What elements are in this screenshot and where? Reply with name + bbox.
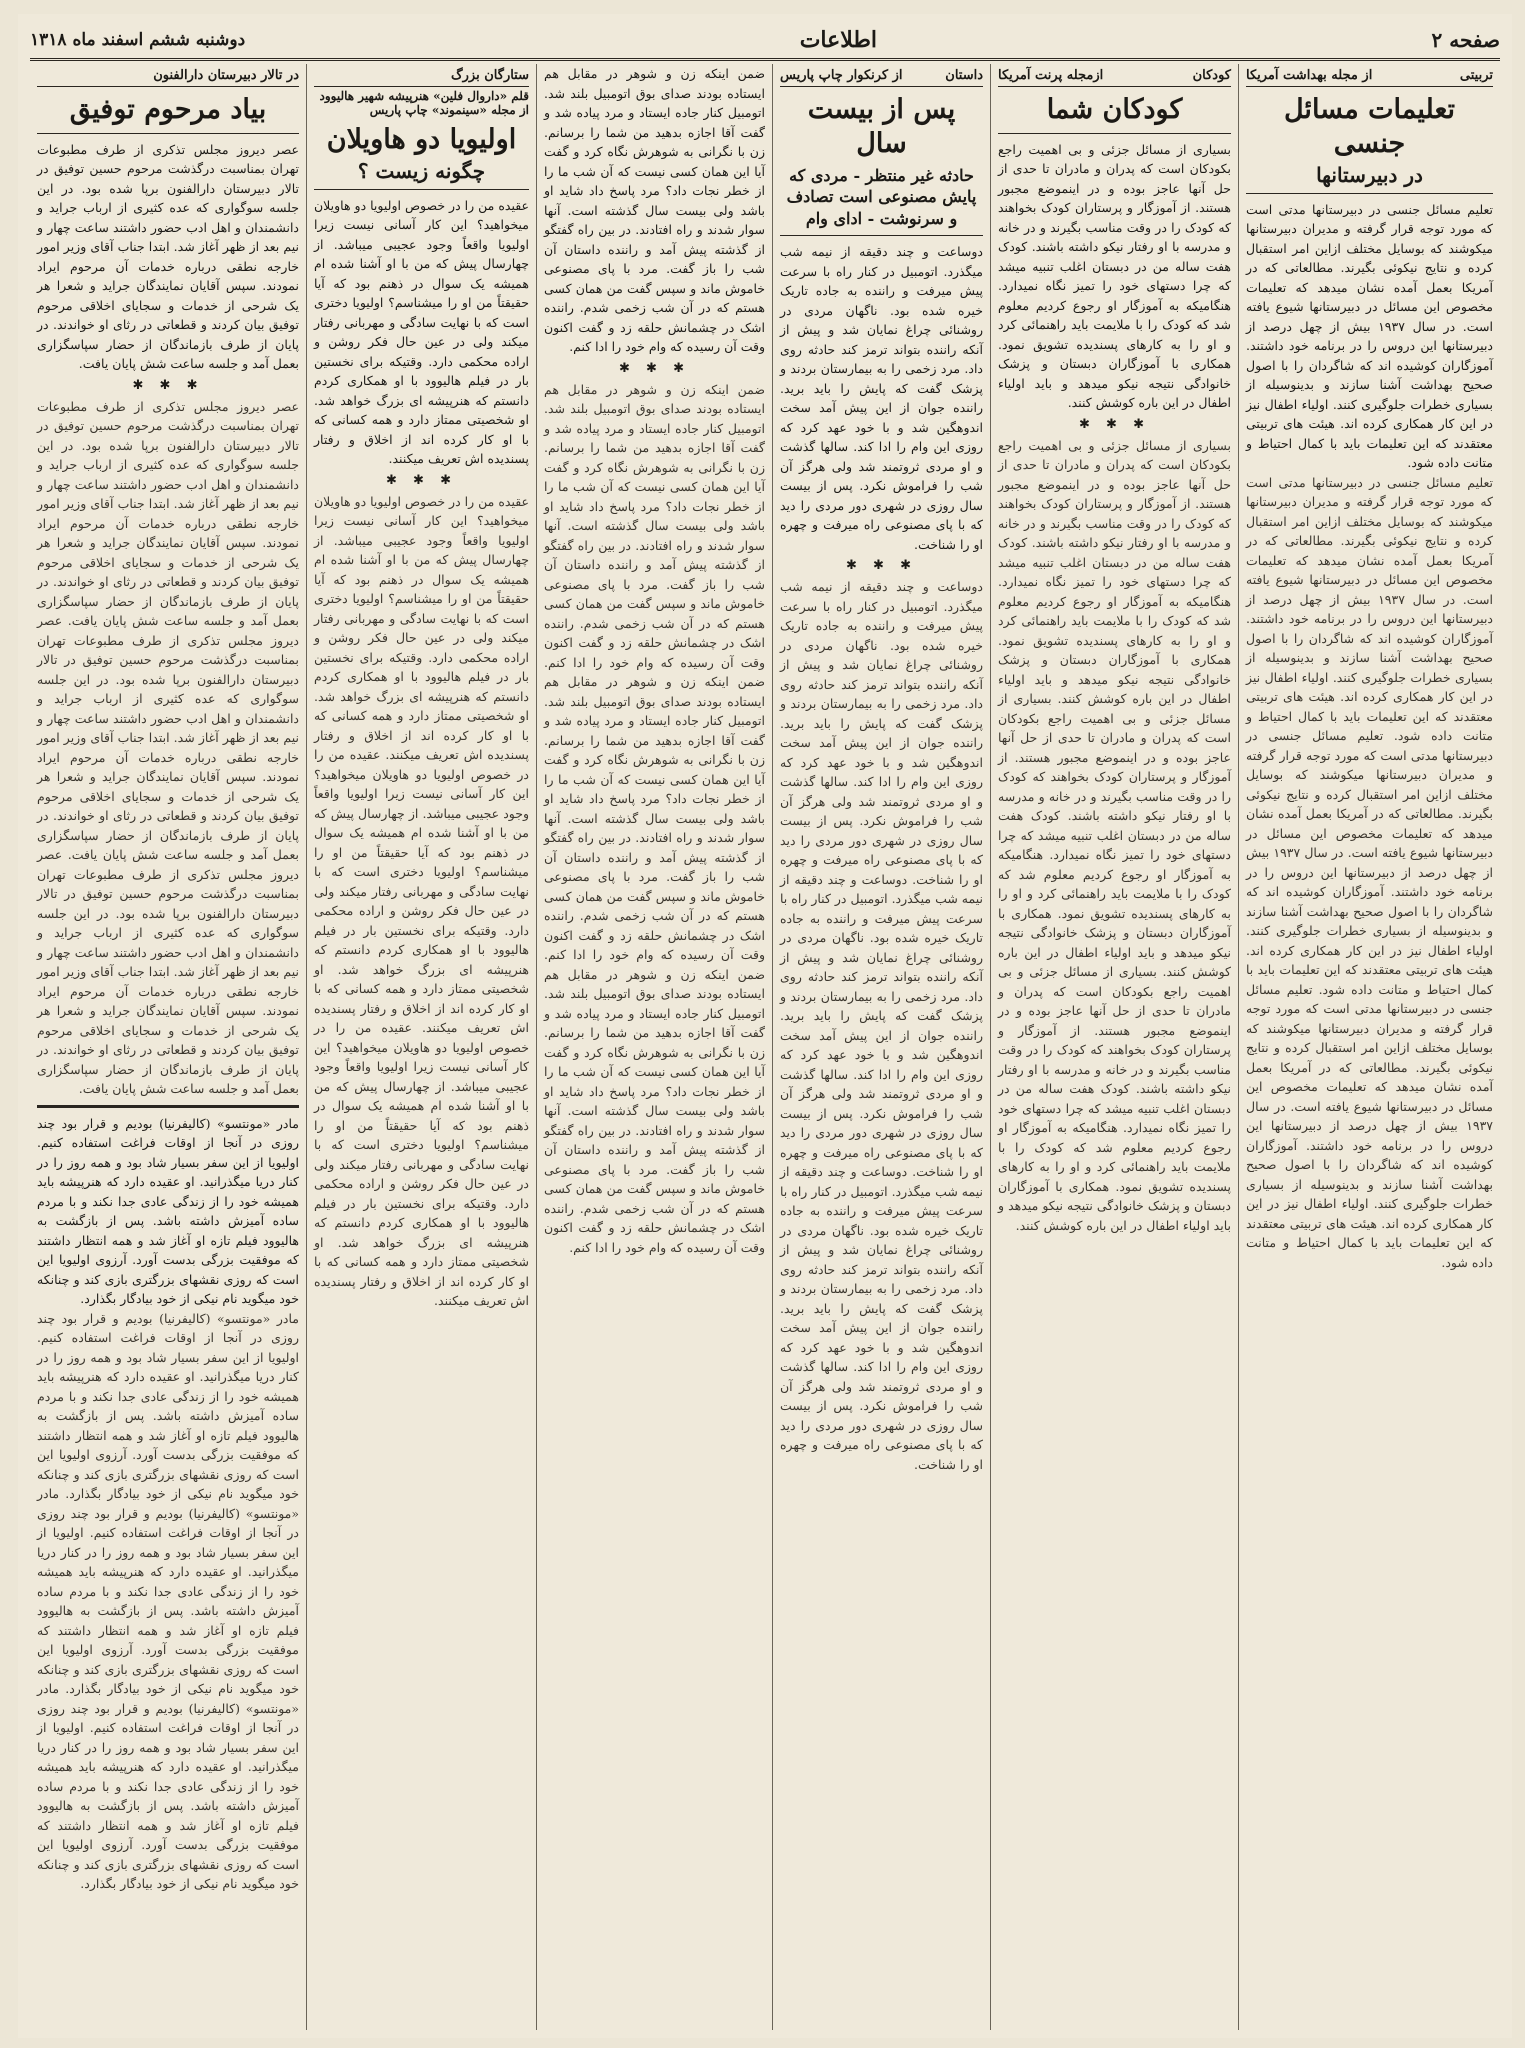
story-body: دوساعت و چند دقیقه از نیمه شب میگذرد. اتومبیل در کنار راه با سرعت پیش میرفت و راننده به جاده تاریک خیره شده بود. ناگهان مردی در روشنائی چراغ نمایان شد و پیش از آنکه راننده بتواند ترمز کند حادثه روی داد. مرد زخمی را به بیمارستان بردند و پزشک گفت که پایش را باید برید. راننده جوان از این پیش آمد سخت اندوهگین شد و با خود عهد کرد که روزی این وام را ادا کند. سالها گذشت و او مردی ثروتمند شد ولی هرگز آن شب را فراموش نکرد. پس از بیست سال روزی در شهری دور مردی را دید که با پای مصنوعی راه میرفت و چهره او را شناخت. xyxy=(780,244,983,552)
divider xyxy=(37,133,299,134)
section-label: کودکان xyxy=(1192,68,1231,83)
section-label: ستارگان بزرگ xyxy=(451,68,529,83)
section-bar xyxy=(780,64,983,87)
article-body-continued: عصر دیروز مجلس تذکری از طرف مطبوعات تهران بمناسبت درگذشت مرحوم حسین توفیق در تالار دبیرستان دارالفنون برپا شده بود. در این جلسه سوگواری که عده کثیری از ارباب جراید و دانشمندان و اهل ادب حضور داشتند ساعت چهار و نیم بعد از ظهر آغاز شد. ابتدا جناب آقای وزیر امور خارجه نطقی درباره خدمات آن مرحوم ایراد نمودند. سپس آقایان نمایندگان جراید و شعرا هر یک شرحی از خدمات و سجایای اخلاقی مرحوم توفیق بیان کردند و قطعاتی در رثای او خواندند. در پایان از طرف بازماندگان از حضار سپاسگزاری بعمل آمد و جلسه ساعت شش پایان یافت. عصر دیروز مجلس تذکری از طرف مطبوعات تهران بمناسبت درگذشت مرحوم حسین توفیق در تالار دبیرستان دارالفنون برپا شده بود. در این جلسه سوگواری که عده کثیری از ارباب جراید و دانشمندان و اهل ادب حضور داشتند ساعت چهار و نیم بعد از ظهر آغاز شد. ابتدا جناب آقای وزیر امور خارجه نطقی درباره خدمات آن مرحوم ایراد نمودند. سپس آقایان نمایندگان جراید و شعرا هر یک شرحی از خدمات و سجایای اخلاقی مرحوم توفیق بیان کردند و قطعاتی در رثای او خواندند. در پایان از طرف بازماندگان از حضار سپاسگزاری بعمل آمد و جلسه ساعت شش پایان یافت. عصر دیروز مجلس تذکری از طرف مطبوعات تهران بمناسبت درگذشت مرحوم حسین توفیق در تالار دبیرستان دارالفنون برپا شده بود. در این جلسه سوگواری که عده کثیری از ارباب جراید و دانشمندان و اهل ادب حضور داشتند ساعت چهار و نیم بعد از ظهر آغاز شد. ابتدا جناب آقای وزیر امور خارجه نطقی درباره خدمات آن مرحوم ایراد نمودند. سپس آقایان نمایندگان جراید و شعرا هر یک شرحی از خدمات و سجایای اخلاقی مرحوم توفیق بیان کردند و قطعاتی در رثای او خواندند. در پایان از طرف بازماندگان از حضار سپاسگزاری بعمل آمد و جلسه ساعت شش پایان یافت. xyxy=(37,398,299,1097)
section-label: داستان xyxy=(945,68,983,83)
columns xyxy=(30,64,1500,2030)
column-story-continued xyxy=(536,64,772,2030)
article-title: کودکان شما xyxy=(1046,94,1183,125)
section-bar xyxy=(314,64,529,87)
section-bar xyxy=(37,64,299,87)
source-label: از کرنکوار چاپ پاریس xyxy=(780,68,903,83)
article-byline: قلم «داروال فلین» هنرپیشه شهیر هالیوود از مجله «سینموند» چاپ پاریس xyxy=(319,89,529,117)
newspaper-page xyxy=(18,14,1512,2038)
note-body: مادر «مونتسو» (کالیفرنیا) بودیم و قرار بود چند روزی در آنجا از اوقات فراغت استفاده کنیم. اولیویا از این سفر بسیار شاد بود و همه روز را در کنار دریا میگذرانید. او عقیده دارد که هنرپیشه باید همیشه خود را از زندگی عادی جدا نکند و با مردم ساده آمیزش داشته باشد. پس از بازگشت به هالیوود فیلم تازه او آغاز شد و همه انتظار داشتند که موفقیت بزرگی بدست آورد. آرزوی اولیویا این است که روزی نقشهای بزرگتری بازی کند و چنانکه خود میگوید نام نیکی از خود بیادگار بگذارد. xyxy=(37,1115,299,1307)
column-memorial xyxy=(30,64,306,2030)
article-body-continued: عقیده من را در خصوص اولیویا دو هاویلان میخواهید؟ این کار آسانی نیست زیرا اولیویا واقعاً وجود عجیبی میباشد. از چهارسال پیش که من با او آشنا شده ام همیشه یک سوال در ذهنم بود که آیا حقیقتاً من او را میشناسم؟ اولیویا دختری است که با نهایت سادگی و مهربانی رفتار میکند ولی در عین حال فکر روشن و اراده محکمی دارد. وقتیکه برای نخستین بار در فیلم هالیوود با او همکاری کردم دانستم که هنرپیشه ای بزرگ خواهد شد. او شخصیتی ممتاز دارد و همه کسانی که با او کار کرده اند از اخلاق و رفتار پسندیده اش تعریف میکنند. عقیده من را در خصوص اولیویا دو هاویلان میخواهید؟ این کار آسانی نیست زیرا اولیویا واقعاً وجود عجیبی میباشد. از چهارسال پیش که من با او آشنا شده ام همیشه یک سوال در ذهنم بود که آیا حقیقتاً من او را میشناسم؟ اولیویا دختری است که با نهایت سادگی و مهربانی رفتار میکند ولی در عین حال فکر روشن و اراده محکمی دارد. وقتیکه برای نخستین بار در فیلم هالیوود با او همکاری کردم دانستم که هنرپیشه ای بزرگ خواهد شد. او شخصیتی ممتاز دارد و همه کسانی که با او کار کرده اند از اخلاق و رفتار پسندیده اش تعریف میکنند. عقیده من را در خصوص اولیویا دو هاویلان میخواهید؟ این کار آسانی نیست زیرا اولیویا واقعاً وجود عجیبی میباشد. از چهارسال پیش که من با او آشنا شده ام همیشه یک سوال در ذهنم بود که آیا حقیقتاً من او را میشناسم؟ اولیویا دختری است که با نهایت سادگی و مهربانی رفتار میکند ولی در عین حال فکر روشن و اراده محکمی دارد. وقتیکه برای نخستین بار در فیلم هالیوود با او همکاری کردم دانستم که هنرپیشه ای بزرگ خواهد شد. او شخصیتی ممتاز دارد و همه کسانی که با او کار کرده اند از اخلاق و رفتار پسندیده اش تعریف میکنند. xyxy=(314,493,529,1309)
article-body: بسیاری از مسائل جزئی و بی اهمیت راجع بکودکان است که پدران و مادران تا حدی از حل آنها عاجز بوده و در اینموضع مجبور هستند. از آموزگار و پرستاران کودک بخواهند که کودک را در وقت مناسب بگیرند و در خانه و مدرسه با او رفتار نیکو داشته باشند. کودک هفت ساله من در دبستان اغلب تنبیه میشد که چرا دستهای خود را تمیز نگاه نمیدارد. هنگامیکه به آموزگار او رجوع کردیم معلوم شد که کودک را با ملایمت باید راهنمائی کرد و او را به کارهای پسندیده تشویق نمود. همکاری با آموزگاران دبستان و پزشک خانوادگی نتیجه نیکو میدهد و باید اولیاء اطفال در این باره کوشش کنند. xyxy=(998,141,1231,411)
story-continued-body: ضمن اینکه زن و شوهر در مقابل هم ایستاده بودند صدای بوق اتومبیل بلند شد. اتومبیل کنار جاده ایستاد و مرد پیاده شد و گفت آقا اجازه بدهید من شما را برسانم. زن با نگرانی به شوهرش نگاه کرد و گفت آیا این همان کسی نیست که آن شب ما را از خطر نجات داد؟ مرد پاسخ داد شاید او باشد ولی بیست سال گذشته است. آنها سوار شدند و راه افتادند. در بین راه گفتگو از گذشته پیش آمد و راننده داستان آن شب را باز گفت. مرد با پای مصنوعی خاموش ماند و سپس گفت من همان کسی هستم که در آن شب زخمی شدم. راننده اشک در چشمانش حلقه زد و گفت اکنون وقت آن رسیده که وام خود را ادا کنم. xyxy=(544,66,765,354)
divider xyxy=(1246,193,1493,194)
source-label: ازمجله پرنت آمریکا xyxy=(998,68,1104,83)
issue-date: دوشنبه ششم اسفند ماه ۱۳۱۸ xyxy=(30,30,246,50)
article-body-continued: تعلیم مسائل جنسی در دبیرستانها مدتی است که مورد توجه قرار گرفته و مدیران دبیرستانها میکوشند که بوسایل مختلف ازاین امر استقبال کرده و نتایج نیکوئی بگیرند. مطالعاتی که در آمریکا بعمل آمده نشان میدهد که تعلیمات مخصوص این مسائل در دبیرستانها شیوع یافته است. در سال ۱۹۳۷ بیش از چهل درصد از دبیرستانها این دروس را در برنامه خود داشتند. آموزگاران کوشیده اند که شاگردان را با اصول صحیح بهداشت آشنا سازند و بدینوسیله از بسیاری خطرات جلوگیری کنند. اولیاء اطفال نیز در این کار همکاری کرده اند. هیئت های تربیتی معتقدند که این تعلیمات باید با کمال احتیاط و متانت داده شود. تعلیم مسائل جنسی در دبیرستانها مدتی است که مورد توجه قرار گرفته و مدیران دبیرستانها میکوشند که بوسایل مختلف ازاین امر استقبال کرده و نتایج نیکوئی بگیرند. مطالعاتی که در آمریکا بعمل آمده نشان میدهد که تعلیمات مخصوص این مسائل در دبیرستانها شیوع یافته است. در سال ۱۹۳۷ بیش از چهل درصد از دبیرستانها این دروس را در برنامه خود داشتند. آموزگاران کوشیده اند که شاگردان را با اصول صحیح بهداشت آشنا سازند و بدینوسیله از بسیاری خطرات جلوگیری کنند. اولیاء اطفال نیز در این کار همکاری کرده اند. هیئت های تربیتی معتقدند که این تعلیمات باید با کمال احتیاط و متانت داده شود. تعلیم مسائل جنسی در دبیرستانها مدتی است که مورد توجه قرار گرفته و مدیران دبیرستانها میکوشند که بوسایل مختلف ازاین امر استقبال کرده و نتایج نیکوئی بگیرند. مطالعاتی که در آمریکا بعمل آمده نشان میدهد که تعلیمات مخصوص این مسائل در دبیرستانها شیوع یافته است. در سال ۱۹۳۷ بیش از چهل درصد از دبیرستانها این دروس را در برنامه خود داشتند. آموزگاران کوشیده اند که شاگردان را با اصول صحیح بهداشت آشنا سازند و بدینوسیله از بسیاری خطرات جلوگیری کنند. اولیاء اطفال نیز در این کار همکاری کرده اند. هیئت های تربیتی معتقدند که این تعلیمات باید با کمال احتیاط و متانت داده شود. xyxy=(1246,474,1493,1270)
story-subtitle: حادثه غیر منتظر - مردی که پایش مصنوعی است تصادف و سرنوشت - ادای وام xyxy=(786,165,977,228)
section-heading: در تالار دبیرستان دارالفنون xyxy=(153,68,299,83)
column-children xyxy=(990,64,1238,2030)
separator-stars: ✱ ✱ ✱ xyxy=(386,472,457,488)
story-body-continued: دوساعت و چند دقیقه از نیمه شب میگذرد. اتومبیل در کنار راه با سرعت پیش میرفت و راننده به جاده تاریک خیره شده بود. ناگهان مردی در روشنائی چراغ نمایان شد و پیش از آنکه راننده بتواند ترمز کند حادثه روی داد. مرد زخمی را به بیمارستان بردند و پزشک گفت که پایش را باید برید. راننده جوان از این پیش آمد سخت اندوهگین شد و با خود عهد کرد که روزی این وام را ادا کند. سالها گذشت و او مردی ثروتمند شد ولی هرگز آن شب را فراموش نکرد. پس از بیست سال روزی در شهری دور مردی را دید که با پای مصنوعی راه میرفت و چهره او را شناخت. دوساعت و چند دقیقه از نیمه شب میگذرد. اتومبیل در کنار راه با سرعت پیش میرفت و راننده به جاده تاریک خیره شده بود. ناگهان مردی در روشنائی چراغ نمایان شد و پیش از آنکه راننده بتواند ترمز کند حادثه روی داد. مرد زخمی را به بیمارستان بردند و پزشک گفت که پایش را باید برید. راننده جوان از این پیش آمد سخت اندوهگین شد و با خود عهد کرد که روزی این وام را ادا کند. سالها گذشت و او مردی ثروتمند شد ولی هرگز آن شب را فراموش نکرد. پس از بیست سال روزی در شهری دور مردی را دید که با پای مصنوعی راه میرفت و چهره او را شناخت. دوساعت و چند دقیقه از نیمه شب میگذرد. اتومبیل در کنار راه با سرعت پیش میرفت و راننده به جاده تاریک خیره شده بود. ناگهان مردی در روشنائی چراغ نمایان شد و پیش از آنکه راننده بتواند ترمز کند حادثه روی داد. مرد زخمی را به بیمارستان بردند و پزشک گفت که پایش را باید برید. راننده جوان از این پیش آمد سخت اندوهگین شد و با خود عهد کرد که روزی این وام را ادا کند. سالها گذشت و او مردی ثروتمند شد ولی هرگز آن شب را فراموش نکرد. پس از بیست سال روزی در شهری دور مردی را دید که با پای مصنوعی راه میرفت و چهره او را شناخت. xyxy=(780,579,983,1472)
divider xyxy=(314,189,529,190)
article-subtitle: چگونه زیست ؟ xyxy=(357,158,486,183)
section-bar xyxy=(998,64,1231,87)
article-body-continued: بسیاری از مسائل جزئی و بی اهمیت راجع بکودکان است که پدران و مادران تا حدی از حل آنها عاجز بوده و در اینموضع مجبور هستند. از آموزگار و پرستاران کودک بخواهند که کودک را در وقت مناسب بگیرند و در خانه و مدرسه با او رفتار نیکو داشته باشند. کودک هفت ساله من در دبستان اغلب تنبیه میشد که چرا دستهای خود را تمیز نگاه نمیدارد. هنگامیکه به آموزگار او رجوع کردیم معلوم شد که کودک را با ملایمت باید راهنمائی کرد و او را به کارهای پسندیده تشویق نمود. همکاری با آموزگاران دبستان و پزشک خانوادگی نتیجه نیکو میدهد و باید اولیاء اطفال در این باره کوشش کنند. بسیاری از مسائل جزئی و بی اهمیت راجع بکودکان است که پدران و مادران تا حدی از حل آنها عاجز بوده و در اینموضع مجبور هستند. از آموزگار و پرستاران کودک بخواهند که کودک را در وقت مناسب بگیرند و در خانه و مدرسه با او رفتار نیکو داشته باشند. کودک هفت ساله من در دبستان اغلب تنبیه میشد که چرا دستهای خود را تمیز نگاه نمیدارد. هنگامیکه به آموزگار او رجوع کردیم معلوم شد که کودک را با ملایمت باید راهنمائی کرد و او را به کارهای پسندیده تشویق نمود. همکاری با آموزگاران دبستان و پزشک خانوادگی نتیجه نیکو میدهد و باید اولیاء اطفال در این باره کوشش کنند. بسیاری از مسائل جزئی و بی اهمیت راجع بکودکان است که پدران و مادران تا حدی از حل آنها عاجز بوده و در اینموضع مجبور هستند. از آموزگار و پرستاران کودک بخواهند که کودک را در وقت مناسب بگیرند و در خانه و مدرسه با او رفتار نیکو داشته باشند. کودک هفت ساله من در دبستان اغلب تنبیه میشد که چرا دستهای خود را تمیز نگاه نمیدارد. هنگامیکه به آموزگار او رجوع کردیم معلوم شد که کودک را با ملایمت باید راهنمائی کرد و او را به کارهای پسندیده تشویق نمود. همکاری با آموزگاران دبستان و پزشک خانوادگی نتیجه نیکو میدهد و باید اولیاء اطفال در این باره کوشش کنند. xyxy=(998,437,1231,1233)
article-subtitle: در دبیرستانها xyxy=(1316,162,1423,187)
divider xyxy=(780,235,983,236)
section-label: تربیتی xyxy=(1459,68,1493,83)
newspaper-name: اطلاعات xyxy=(799,27,877,53)
section-bar xyxy=(1246,64,1493,87)
article-body: عقیده من را در خصوص اولیویا دو هاویلان میخواهید؟ این کار آسانی نیست زیرا اولیویا واقعاً وجود عجیبی میباشد. از چهارسال پیش که من با او آشنا شده ام همیشه یک سوال در ذهنم بود که آیا حقیقتاً من او را میشناسم؟ اولیویا دختری است که با نهایت سادگی و مهربانی رفتار میکند ولی در عین حال فکر روشن و اراده محکمی دارد. وقتیکه برای نخستین بار در فیلم هالیوود با او همکاری کردم دانستم که هنرپیشه ای بزرگ خواهد شد. او شخصیتی ممتاز دارد و همه کسانی که با او کار کرده اند از اخلاق و رفتار پسندیده اش تعریف میکنند. xyxy=(314,197,529,467)
separator-stars: ✱ ✱ ✱ xyxy=(1079,416,1150,432)
article-body: عصر دیروز مجلس تذکری از طرف مطبوعات تهران بمناسبت درگذشت مرحوم حسین توفیق در تالار دبیرستان دارالفنون برپا شده بود. در این جلسه سوگواری که عده کثیری از ارباب جراید و دانشمندان و اهل ادب حضور داشتند ساعت چهار و نیم بعد از ظهر آغاز شد. ابتدا جناب آقای وزیر امور خارجه نطقی درباره خدمات آن مرحوم ایراد نمودند. سپس آقایان نمایندگان جراید و شعرا هر یک شرحی از خدمات و سجایای اخلاقی مرحوم توفیق بیان کردند و قطعاتی در رثای او خواندند. در پایان از طرف بازماندگان از حضار سپاسگزاری بعمل آمد و جلسه ساعت شش پایان یافت. xyxy=(37,141,299,372)
separator-stars: ✱ ✱ ✱ xyxy=(846,558,917,574)
article-title: بیاد مرحوم توفیق xyxy=(69,94,267,125)
section-divider xyxy=(37,1105,299,1108)
separator-stars: ✱ ✱ ✱ xyxy=(132,377,204,393)
article-title: اولیویا دو هاویلان xyxy=(326,124,517,155)
article-body: تعلیم مسائل جنسی در دبیرستانها مدتی است که مورد توجه قرار گرفته و مدیران دبیرستانها میکوشند که بوسایل مختلف ازاین امر استقبال کرده و نتایج نیکوئی بگیرند. مطالعاتی که در آمریکا بعمل آمده نشان میدهد که تعلیمات مخصوص این مسائل در دبیرستانها شیوع یافته است. در سال ۱۹۳۷ بیش از چهل درصد از دبیرستانها این دروس را در برنامه خود داشتند. آموزگاران کوشیده اند که شاگردان را با اصول صحیح بهداشت آشنا سازند و بدینوسیله از بسیاری خطرات جلوگیری کنند. اولیاء اطفال نیز در این کار همکاری کرده اند. هیئت های تربیتی معتقدند که این تعلیمات باید با کمال احتیاط و متانت داده شود. xyxy=(1246,201,1493,470)
column-education xyxy=(1238,64,1500,2030)
column-stars xyxy=(306,64,536,2030)
separator-stars: ✱ ✱ ✱ xyxy=(619,360,690,376)
column-story xyxy=(772,64,990,2030)
story-continued-more: ضمن اینکه زن و شوهر در مقابل هم ایستاده بودند صدای بوق اتومبیل بلند شد. اتومبیل کنار جاده ایستاد و مرد پیاده شد و گفت آقا اجازه بدهید من شما را برسانم. زن با نگرانی به شوهرش نگاه کرد و گفت آیا این همان کسی نیست که آن شب ما را از خطر نجات داد؟ مرد پاسخ داد شاید او باشد ولی بیست سال گذشته است. آنها سوار شدند و راه افتادند. در بین راه گفتگو از گذشته پیش آمد و راننده داستان آن شب را باز گفت. مرد با پای مصنوعی خاموش ماند و سپس گفت من همان کسی هستم که در آن شب زخمی شدم. راننده اشک در چشمانش حلقه زد و گفت اکنون وقت آن رسیده که وام خود را ادا کنم. ضمن اینکه زن و شوهر در مقابل هم ایستاده بودند صدای بوق اتومبیل بلند شد. اتومبیل کنار جاده ایستاد و مرد پیاده شد و گفت آقا اجازه بدهید من شما را برسانم. زن با نگرانی به شوهرش نگاه کرد و گفت آیا این همان کسی نیست که آن شب ما را از خطر نجات داد؟ مرد پاسخ داد شاید او باشد ولی بیست سال گذشته است. آنها سوار شدند و راه افتادند. در بین راه گفتگو از گذشته پیش آمد و راننده داستان آن شب را باز گفت. مرد با پای مصنوعی خاموش ماند و سپس گفت من همان کسی هستم که در آن شب زخمی شدم. راننده اشک در چشمانش حلقه زد و گفت اکنون وقت آن رسیده که وام خود را ادا کنم. ضمن اینکه زن و شوهر در مقابل هم ایستاده بودند صدای بوق اتومبیل بلند شد. اتومبیل کنار جاده ایستاد و مرد پیاده شد و گفت آقا اجازه بدهید من شما را برسانم. زن با نگرانی به شوهرش نگاه کرد و گفت آیا این همان کسی نیست که آن شب ما را از خطر نجات داد؟ مرد پاسخ داد شاید او باشد ولی بیست سال گذشته است. آنها سوار شدند و راه افتادند. در بین راه گفتگو از گذشته پیش آمد و راننده داستان آن شب را باز گفت. مرد با پای مصنوعی خاموش ماند و سپس گفت من همان کسی هستم که در آن شب زخمی شدم. راننده اشک در چشمانش حلقه زد و گفت اکنون وقت آن رسیده که وام خود را ادا کنم. xyxy=(544,381,765,1255)
article-title: تعلیمات مسائل جنسی xyxy=(1283,94,1456,159)
source-label: از مجله بهداشت آمریکا xyxy=(1246,68,1373,83)
masthead xyxy=(30,22,1500,61)
note-body-continued: مادر «مونتسو» (کالیفرنیا) بودیم و قرار بود چند روزی در آنجا از اوقات فراغت استفاده کنیم. اولیویا از این سفر بسیار شاد بود و همه روز را در کنار دریا میگذرانید. او عقیده دارد که هنرپیشه باید همیشه خود را از زندگی عادی جدا نکند و با مردم ساده آمیزش داشته باشد. پس از بازگشت به هالیوود فیلم تازه او آغاز شد و همه انتظار داشتند که موفقیت بزرگی بدست آورد. آرزوی اولیویا این است که روزی نقشهای بزرگتری بازی کند و چنانکه خود میگوید نام نیکی از خود بیادگار بگذارد. مادر «مونتسو» (کالیفرنیا) بودیم و قرار بود چند روزی در آنجا از اوقات فراغت استفاده کنیم. اولیویا از این سفر بسیار شاد بود و همه روز را در کنار دریا میگذرانید. او عقیده دارد که هنرپیشه باید همیشه خود را از زندگی عادی جدا نکند و با مردم ساده آمیزش داشته باشد. پس از بازگشت به هالیوود فیلم تازه او آغاز شد و همه انتظار داشتند که موفقیت بزرگی بدست آورد. آرزوی اولیویا این است که روزی نقشهای بزرگتری بازی کند و چنانکه خود میگوید نام نیکی از خود بیادگار بگذارد. مادر «مونتسو» (کالیفرنیا) بودیم و قرار بود چند روزی در آنجا از اوقات فراغت استفاده کنیم. اولیویا از این سفر بسیار شاد بود و همه روز را در کنار دریا میگذرانید. او عقیده دارد که هنرپیشه باید همیشه خود را از زندگی عادی جدا نکند و با مردم ساده آمیزش داشته باشد. پس از بازگشت به هالیوود فیلم تازه او آغاز شد و همه انتظار داشتند که موفقیت بزرگی بدست آورد. آرزوی اولیویا این است که روزی نقشهای بزرگتری بازی کند و چنانکه خود میگوید نام نیکی از خود بیادگار بگذارد. xyxy=(37,1310,299,1892)
story-title: پس از بیست سال xyxy=(807,94,956,159)
page-number: صفحه ۲ xyxy=(1431,28,1500,52)
divider xyxy=(998,133,1231,134)
